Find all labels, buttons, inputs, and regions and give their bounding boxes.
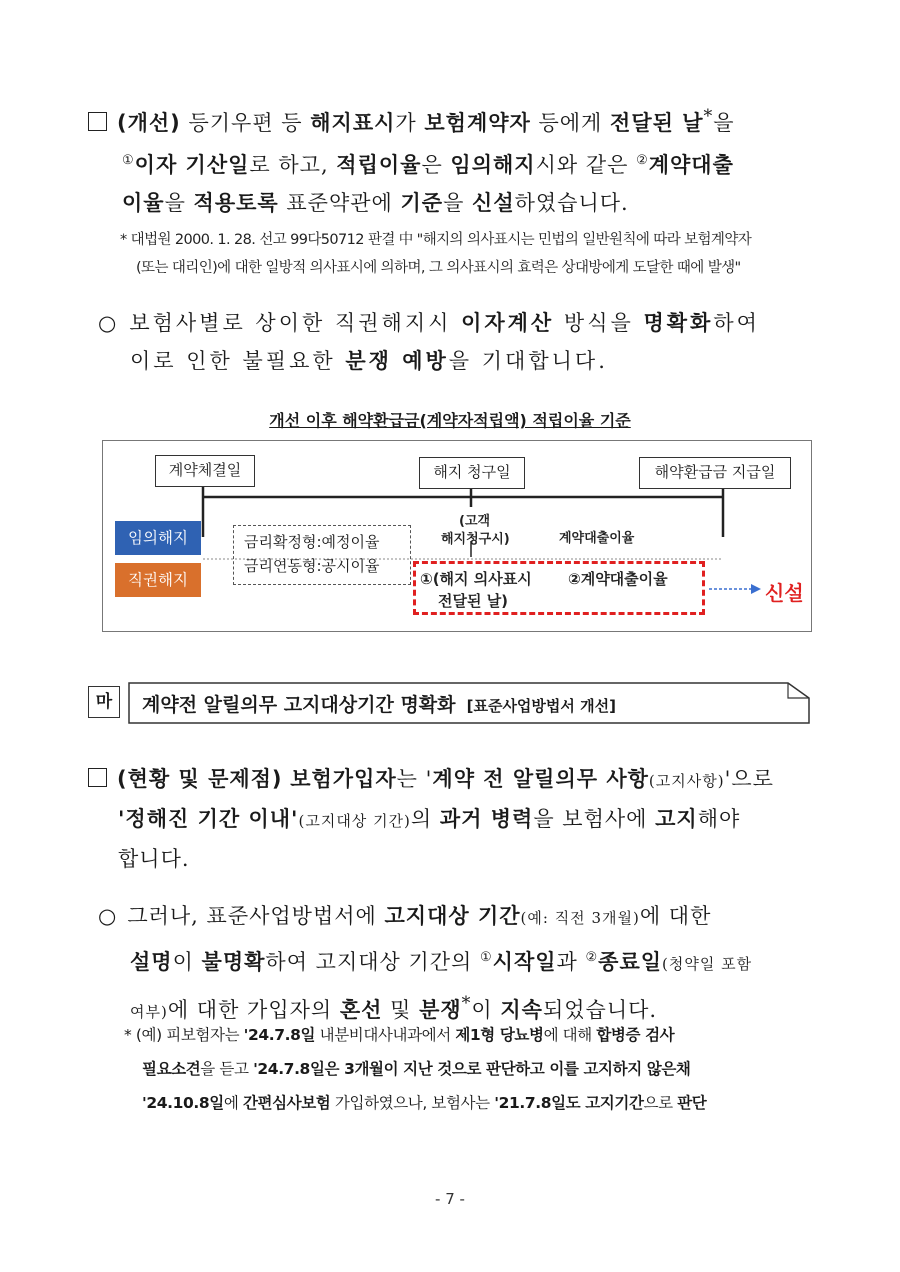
bold-text: 시작일 (492, 950, 557, 974)
bold-text: '24.10.8일 (142, 1094, 224, 1112)
bold-text: 혼선 (339, 998, 383, 1022)
small-text: (고지사항) (648, 772, 725, 790)
customer-claim-line: (고객 (459, 514, 491, 529)
text: 에 대한 (639, 904, 712, 928)
line (98, 304, 828, 342)
lead-label: (개선) (117, 111, 181, 135)
bold-text: 과거 병력 (439, 807, 534, 831)
section-title-text (142, 690, 616, 717)
text: 표준약관에 (278, 191, 401, 215)
diagram-caption: 개선 이후 해약환급금(계약자적립액) 적립이율 기준 (269, 411, 631, 430)
checkbox-square-icon (88, 112, 107, 131)
text: 보험사별로 상이한 직권해지시 (129, 311, 462, 335)
new-rule-rate: ②계약대출이율 (568, 570, 668, 588)
contract-date-box: 계약체결일 (155, 455, 255, 487)
line (88, 184, 828, 222)
footnote-mark: * (703, 107, 714, 127)
circled-number: ① (480, 950, 493, 965)
lead-label: (현황 및 문제점) (117, 767, 283, 791)
text: 그러나, 표준사업방법서에 (127, 904, 385, 928)
bold-text: 적용토록 (193, 191, 279, 215)
text: 및 (382, 998, 420, 1022)
bold-text: 제1형 당뇨병 (455, 1026, 544, 1044)
bold-text: 분쟁 예방 (345, 349, 449, 373)
bold-text: '21.7.8일도 고지기간 (494, 1094, 644, 1112)
text: 을 기대합니다. (448, 349, 608, 373)
small-text: (예: 직전 3개월) (520, 909, 640, 927)
bold-text: 설명 (130, 950, 173, 974)
bold-text: 신설 (472, 191, 515, 215)
new-rule-start (420, 568, 532, 612)
bold-text: 고지대상 기간 (384, 904, 521, 928)
circled-number: ② (585, 950, 599, 965)
text: 방식을 (554, 311, 644, 335)
bold-text: 간편심사보험 (242, 1094, 331, 1112)
text: 로 하고, (249, 153, 337, 177)
text: 의 (410, 807, 440, 831)
text: 는 ' (396, 767, 433, 791)
ex-officio-termination-label: 직권해지 (115, 563, 201, 597)
text: 과 (556, 950, 586, 974)
bold-text: '정해진 기간 이내' (118, 807, 299, 831)
line (88, 840, 828, 878)
bold-text: 고지 (655, 807, 698, 831)
text: 이로 인한 불필요한 (130, 349, 346, 373)
footnote-line: (또는 대리인)에 대한 일방적 의사표시에 의하며, 그 의사표시의 효력은 상대방에게 도달한 때에 발생" (136, 260, 741, 276)
bold-text: 이자계산 (461, 311, 555, 335)
section-marker: 마 (88, 686, 120, 718)
footnote-court-ruling (120, 226, 820, 282)
bold-text: 합병증 검사 (596, 1026, 675, 1044)
section-title: 계약전 알릴의무 고지대상기간 명확화 (142, 694, 456, 716)
bold-text: 전달된 날 (610, 111, 704, 135)
new-rule-box (413, 561, 705, 615)
text: 은 (421, 153, 451, 177)
customer-claim-line: 해지청구시) (441, 532, 510, 547)
text: 에 대한 가입자의 (167, 998, 340, 1022)
section-title-box (128, 682, 810, 724)
bold-text: 적립이율 (336, 153, 422, 177)
bold-text: '24.7.8일 (243, 1026, 316, 1044)
text: 을 (164, 191, 194, 215)
text: 시와 같은 (535, 153, 637, 177)
bold-text: 계약대출 (648, 153, 734, 177)
bold-text: 지속 (500, 998, 543, 1022)
text: 가 (395, 111, 425, 135)
small-text: (청약일 포함 (662, 955, 753, 973)
bold-text: 분쟁 (419, 998, 462, 1022)
text: * (예) 피보험자는 (124, 1026, 244, 1044)
new-rule-start-line: 전달된 날) (438, 592, 509, 610)
bold-text: 보험계약자 (424, 111, 531, 135)
bold-text: 기준 (400, 191, 444, 215)
paragraph-expectation (98, 304, 828, 380)
arrow-head-icon (751, 584, 761, 594)
text: 을 (713, 111, 735, 135)
bullet-circle: ○ (98, 311, 120, 335)
text: 되었습니다. (542, 998, 658, 1022)
new-label: 신설 (765, 581, 804, 605)
paragraph-current-status (88, 760, 828, 878)
text: 가입하였으나, 보험사는 (330, 1094, 495, 1112)
footnote-line: * 대법원 2000. 1. 28. 선고 99다50712 판결 中 "해지의 의사표시는 민법의 일반원칙에 따라 보험계약자 (120, 232, 752, 248)
line (88, 142, 828, 184)
bold-text: 필요소견 (142, 1060, 201, 1078)
text: 합니다. (118, 847, 190, 871)
new-rule-start-line: ①(해지 의사표시 (420, 570, 532, 588)
line (98, 342, 828, 380)
payment-date-box: 해약환급금 지급일 (639, 457, 791, 489)
text: 을 (443, 191, 473, 215)
paragraph-problem (98, 896, 828, 1032)
bold-text: 종료일 (598, 950, 663, 974)
bold-text: 이율 (122, 191, 165, 215)
section-subtitle: [표준사업방법서 개선] (466, 697, 616, 715)
bold-text: 명확화 (643, 311, 714, 335)
footnote-example (124, 1018, 824, 1120)
circled-number: ① (122, 153, 135, 168)
text: 등에게 (530, 111, 611, 135)
fixed-rate-text: 금리확정형:예정이율 (244, 533, 380, 551)
current-rate-box (233, 525, 411, 585)
bold-text: 보험가입자 (290, 767, 397, 791)
text: 이 (172, 950, 202, 974)
text: 등기우편 등 (180, 111, 311, 135)
text: 에 (223, 1094, 243, 1112)
text: '으로 (724, 767, 774, 791)
bold-text: 해지표시 (310, 111, 396, 135)
page-number: - 7 - (435, 1190, 465, 1208)
bold-text: 이자 기산일 (134, 153, 250, 177)
small-text: 여부) (130, 1003, 168, 1021)
loan-rate-text: 계약대출이율 (559, 531, 635, 546)
bold-text: 계약 전 알릴의무 사항 (432, 767, 649, 791)
claim-date-box: 해지 청구일 (419, 457, 525, 489)
footnote-line (124, 1086, 824, 1120)
text: 을 듣고 (200, 1060, 254, 1078)
line (88, 98, 828, 142)
text: 해야 (697, 807, 741, 831)
bold-text: 판단 (677, 1094, 707, 1112)
text: 내분비대사내과에서 (315, 1026, 456, 1044)
bold-text: 임의해지 (450, 153, 536, 177)
line (88, 800, 828, 840)
voluntary-termination-label: 임의해지 (115, 521, 201, 555)
line (98, 896, 828, 938)
text: 으로 (643, 1094, 678, 1112)
line (98, 938, 828, 984)
text: 하여 (713, 311, 760, 335)
line (88, 760, 828, 800)
footnote-line (124, 1052, 824, 1086)
small-text: (고지대상 기간) (298, 812, 411, 830)
paragraph-improvement (88, 98, 828, 222)
footnote-line (124, 1018, 824, 1052)
text: 하여 고지대상 기간의 (265, 950, 481, 974)
bold-text: 불명확 (201, 950, 266, 974)
variable-rate-text: 금리연동형:공시이율 (244, 557, 380, 575)
text: 이 (471, 998, 501, 1022)
checkbox-square-icon (88, 768, 107, 787)
interest-rate-diagram (102, 440, 812, 632)
bullet-circle: ○ (98, 904, 118, 928)
text: 을 보험사에 (533, 807, 656, 831)
footnote-mark: * (461, 994, 472, 1014)
text: 하였습니다. (514, 191, 629, 215)
bold-text: '24.7.8일은 3개월이 지난 것으로 판단하고 이를 고지하지 않은채 (253, 1060, 691, 1078)
customer-claim-text (441, 513, 510, 549)
section-header (88, 682, 810, 724)
circled-number: ② (636, 153, 649, 168)
text: 에 대해 (543, 1026, 597, 1044)
